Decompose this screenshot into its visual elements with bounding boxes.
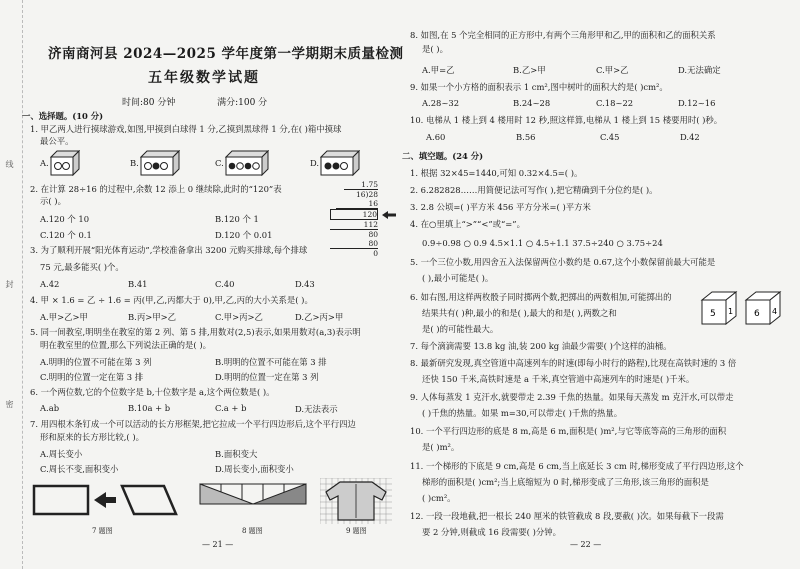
option-text: A.28~32 xyxy=(422,98,460,108)
option-label: B. xyxy=(130,158,139,168)
option-text: C.周长不变,面积变小 xyxy=(40,464,119,474)
page-number: — 22 — xyxy=(570,540,602,549)
margin-mark: 封 xyxy=(5,280,14,288)
exam-subtitle: 五年级数学试题 xyxy=(148,70,260,86)
question-text: ( ),最小可能是( )。 xyxy=(422,273,494,283)
exam-time: 时间:80 分钟 xyxy=(122,98,176,108)
question-text: 6. 一个两位数,它的个位数字是 b,十位数字是 a,这个两位数是( )。 xyxy=(30,387,275,397)
option-text: B.56 xyxy=(516,132,536,142)
option-text: B.10a + b xyxy=(128,403,171,413)
option-text: C.甲>乙 xyxy=(596,65,629,75)
triangles-in-squares-figure xyxy=(198,480,308,520)
question-text: 2. 在计算 28÷16 的过程中,余数 12 添上 0 继续除,此时的“120”表 xyxy=(30,184,282,194)
option-text: D.无法确定 xyxy=(678,65,721,75)
option-text: D.无法表示 xyxy=(295,404,338,414)
question-text: 1. 甲乙两人进行摸球游戏,如图,甲摸到白球得 1 分,乙摸到黑球得 1 分,在( )箱中摸球 xyxy=(30,124,342,134)
division-line: 80 xyxy=(330,239,378,249)
option-text: A.120 个 10 xyxy=(40,214,90,224)
option-text: A.明明的位置不可能在第 3 列 xyxy=(40,357,152,367)
question-text: 是( )。 xyxy=(422,44,448,54)
question-text: 5. 同一间教室,明明坐在教室的第 2 列、第 5 排,用数对(2,5)表示,如果用数对(a,3)表示明 xyxy=(30,327,361,337)
margin-mark: 密 xyxy=(5,400,14,408)
page-number: — 21 — xyxy=(202,540,234,549)
option-text: A.60 xyxy=(426,132,446,142)
question-text: 最公平。 xyxy=(40,136,74,146)
right-page xyxy=(402,0,795,569)
option-text: C.甲>丙>乙 xyxy=(215,312,263,322)
division-line: 112 xyxy=(330,220,378,230)
long-division-figure xyxy=(330,180,390,258)
exam-score: 满分:100 分 xyxy=(217,98,268,108)
ball-box-a xyxy=(50,150,80,176)
leaf-grid-figure xyxy=(320,478,392,524)
figure-caption: 9 题图 xyxy=(346,527,367,535)
option-text: D.43 xyxy=(295,279,315,289)
question-text: 75 元,最多能买( )个。 xyxy=(40,262,124,272)
margin-mark: 线 xyxy=(5,160,14,168)
option-text: D.12~16 xyxy=(678,98,716,108)
arrow-left-icon xyxy=(382,211,396,219)
question-text: 9. 人体每蒸发 1 克汗水,就要带走 2.39 千焦的热量。如果每天蒸发 m 克汗水,可以带走 xyxy=(410,392,734,402)
question-text: 7. 用四根木条钉成一个可以活动的长方形框架,把它拉成一个平行四边形后,这个平行四边 xyxy=(30,419,356,429)
option-text: B.120 个 1 xyxy=(215,214,259,224)
question-text: 形和原来的长方形比较,( )。 xyxy=(40,432,144,442)
section-heading: 二、填空题。(24 分) xyxy=(402,151,484,161)
option-label: C. xyxy=(215,158,224,168)
question-text: 12. 一段一段地截,把一根长 240 厘米的铁管截成 8 段,要截( )次。如果每截下一段需 xyxy=(410,511,724,521)
option-text: C.明明的位置一定在第 3 排 xyxy=(40,372,144,382)
exam-meta xyxy=(122,95,267,108)
question-text: 4. 在○里填上“>”“<”或“=”。 xyxy=(410,219,525,229)
option-text: C.18~22 xyxy=(596,98,634,108)
option-text: C.a + b xyxy=(215,403,247,413)
option-text: A.甲>乙>甲 xyxy=(40,312,88,322)
option-text: B.41 xyxy=(128,279,148,289)
question-text: 8. 最新研究发现,真空管道中高速列车的时速(即每小时行的路程),比现在高铁时速的 3 倍 xyxy=(410,358,737,368)
question-text: 3. 为了顺利开展“阳光体育运动”,学校准备拿出 3200 元购买排球,每个排球 xyxy=(30,245,308,255)
question-text: 8. 如图,在 5 个完全相同的正方形中,有两个三角形甲和乙,甲的面积和乙的面积关系 xyxy=(410,30,716,40)
division-line: 120 xyxy=(330,209,378,220)
figure-caption: 8 题图 xyxy=(242,527,263,535)
question-text: 是( )的可能性最大。 xyxy=(422,324,499,334)
option-text: A.ab xyxy=(40,403,60,413)
question-text: 结果共有( )种,最小的和是( ),最大的和是( ),两数之和 xyxy=(422,308,617,318)
option-text: D.42 xyxy=(680,132,700,142)
question-text: 0.9÷0.98 ○ 0.9 4.5×1.1 ○ 4.5÷1.1 37.5÷240 ○ 3.75÷24 xyxy=(422,238,663,248)
division-line: 0 xyxy=(373,249,378,258)
option-text: C.45 xyxy=(600,132,620,142)
question-text: 1. 根据 32×45=1440,可知 0.32×4.5=( )。 xyxy=(410,168,583,178)
option-label: A. xyxy=(40,158,49,168)
figure-caption: 7 题图 xyxy=(92,527,113,535)
left-page xyxy=(22,0,404,569)
option-text: D.120 个 0.01 xyxy=(215,230,273,240)
question-text: 4. 甲 × 1.6 = 乙 ÷ 1.6 = 丙(甲,乙,丙都大于 0),甲,乙,丙的大小关系是( )。 xyxy=(30,295,313,305)
question-text: 要 2 分钟,则截成 16 段需要( )分钟。 xyxy=(422,527,561,537)
question-text: 5. 一个三位小数,用四舍五入法保留两位小数约是 0.67,这个小数保留前最大可能是 xyxy=(410,257,716,267)
ball-box-c xyxy=(225,150,269,176)
division-quotient: 1.75 xyxy=(344,180,378,190)
dice-face: 5 xyxy=(710,309,716,319)
dice-face: 1 xyxy=(728,307,734,316)
dice-face: 6 xyxy=(754,309,760,319)
option-text: D.明明的位置一定在第 3 列 xyxy=(215,372,319,382)
exam-title: 济南商河县 2024—2025 学年度第一学期期末质量检测 xyxy=(48,46,404,62)
rectangle-to-parallelogram-figure xyxy=(30,480,180,520)
question-text: 明在教室里的位置,那么下列说法正确的是( )。 xyxy=(40,340,211,350)
question-text: 11. 一个梯形的下底是 9 cm,高是 6 cm,当上底延长 3 cm 时,梯形变成了平行四边形,这个 xyxy=(410,461,744,471)
option-text: B.丙>甲>乙 xyxy=(128,312,176,322)
division-line: 80 xyxy=(368,230,378,239)
option-text: B.面积变大 xyxy=(215,449,258,459)
option-text: D.乙>丙>甲 xyxy=(295,312,344,322)
division-line: 16 xyxy=(336,199,378,209)
question-text: 示( )。 xyxy=(40,196,66,206)
option-text: D.周长变小,面积变小 xyxy=(215,464,294,474)
section-heading: 一、选择题。(10 分) xyxy=(22,111,104,121)
option-text: A.周长变小 xyxy=(40,449,83,459)
binding-margin xyxy=(0,0,23,569)
ball-box-d xyxy=(320,150,360,176)
dice-figure xyxy=(700,290,786,326)
question-text: 2. 6.282828……用简便记法可写作( ),把它精确到千分位约是( )。 xyxy=(410,185,658,195)
option-text: C.120 个 0.1 xyxy=(40,230,92,240)
dice-face: 4 xyxy=(772,307,778,316)
question-text: 10. 一个平行四边形的底是 8 m,高是 6 m,面积是( )m²,与它等底等高的三角形的面积 xyxy=(410,426,727,436)
ball-box-b xyxy=(140,150,180,176)
question-text: 9. 如果一个小方格的面积表示 1 cm²,图中树叶的面积大约是( )cm²。 xyxy=(410,82,668,92)
option-text: A.甲=乙 xyxy=(422,65,455,75)
option-text: B.乙>甲 xyxy=(513,65,546,75)
question-text: 是( )m²。 xyxy=(422,442,460,452)
question-text: 10. 电梯从 1 楼上到 4 楼用时 12 秒,照这样算,电梯从 1 楼上到 15 楼要用时( )秒。 xyxy=(410,115,723,125)
question-text: 还快 150 千米,高铁时速是 a 千米,真空管道中高速列车的时速是( )千米。 xyxy=(422,374,695,384)
question-text: ( )千焦的热量。如果 m=30,可以带走( )千焦的热量。 xyxy=(422,408,623,418)
option-text: B.明明的位置不可能在第 3 排 xyxy=(215,357,327,367)
division-line: 16)28 xyxy=(355,190,378,199)
option-text: B.24~28 xyxy=(513,98,551,108)
question-text: 7. 每个滴滴需要 13.8 kg 油,装 200 kg 油最少需要( )个这样的油桶。 xyxy=(410,341,672,351)
question-text: 3. 2.8 公顷=( )平方米 456 平方分米=( )平方米 xyxy=(410,202,591,212)
option-text: C.40 xyxy=(215,279,235,289)
option-text: A.42 xyxy=(40,279,60,289)
question-text: ( )cm²。 xyxy=(422,493,456,503)
question-text: 梯形的面积是( )cm²;当上底缩短为 0 时,梯形变成了三角形,该三角形的面积是 xyxy=(422,477,709,487)
option-label: D. xyxy=(310,158,320,168)
question-text: 6. 如右图,用这样两枚骰子同时掷两个数,把掷出的两数相加,可能掷出的 xyxy=(410,292,672,302)
